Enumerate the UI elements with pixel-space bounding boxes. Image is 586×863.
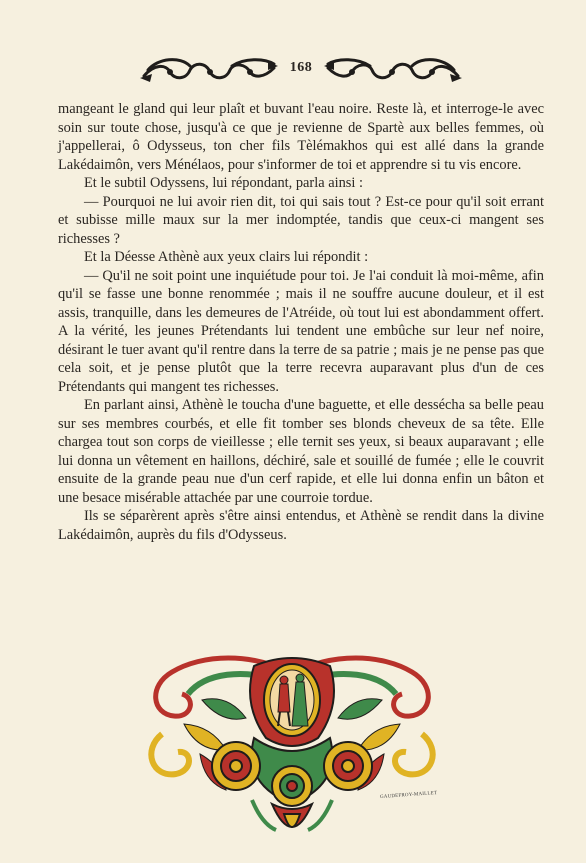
- page-number: 168: [289, 60, 313, 75]
- paragraph: — Pourquoi ne lui avoir rien dit, toi qui sais tout ? Est-ce pour qu'il soit errant et subisse mille maux sur la mer indomptée, tandis que ceux-ci mangent ses richesses ?: [58, 193, 544, 247]
- paragraph: Et le subtil Odyssens, lui répondant, parla ainsi :: [84, 175, 363, 191]
- paragraph: Ils se séparèrent après s'être ainsi entendus, et Athènè se rendit dans la divine Lakédaimôn, auprès du fils d'Odysseus.: [58, 508, 544, 543]
- paragraph: — Qu'il ne soit point une inquiétude pour toi. Je l'ai conduit là moi-même, afin qu'il se fasse une bonne renommée ; mais il ne souffre aucune douleur, et il est assis, tranquille, dans les demeures de l'Atréide, où tout lui est abondamment offert. A la vérité, les jeunes Prétendants lui tendent une embûche sur leur nef noire, désirant le tuer avant qu'il rentre dans la terre de sa patrie ; mais je ne pense pas que cela soit, et je pense plutôt que la terre recevra auparavant plus d'un de ces Prétendants qui mangent tes richesses.: [58, 267, 544, 395]
- paragraph: Et la Déesse Athènè aux yeux clairs lui répondit :: [84, 249, 369, 265]
- header-ornament-right: [324, 56, 462, 86]
- page-header: [140, 56, 462, 86]
- body-text: [58, 100, 544, 544]
- decorative-vignette: [142, 654, 442, 854]
- paragraph: En parlant ainsi, Athènè le toucha d'une baguette, et elle dessécha sa belle peau sur ses membres courbés, et elle fit tomber ses blonds cheveux de sa tête. Elle chargea tout son corps de vieillesse ; elle ternit ses yeux, si beaux auparavant ; elle lui donna un vêtement en haillons, déchiré, sale et souillé de fumée ; elle le couvrit ensuite de la grande peau nue d'un cerf rapide, et elle lui donna enfin un bâton et une besace misérable attachée par une courroie tordue.: [58, 397, 544, 506]
- artist-signature: GAUDEFROY-MAILLET: [379, 791, 438, 800]
- paragraph: mangeant le gland qui leur plaît et buvant l'eau noire. Reste là, et interroge-le avec soin sur toute chose, jusqu'à ce que je revienne de Spartè aux belles femmes, où j'appellerai, ô Odysseus, ton cher fils Tèlémakhos qui est allé dans la grande Lakédaimôn, vers Ménélaos, pour s'informer de toi et apprendre si tu vis encore.: [58, 101, 544, 173]
